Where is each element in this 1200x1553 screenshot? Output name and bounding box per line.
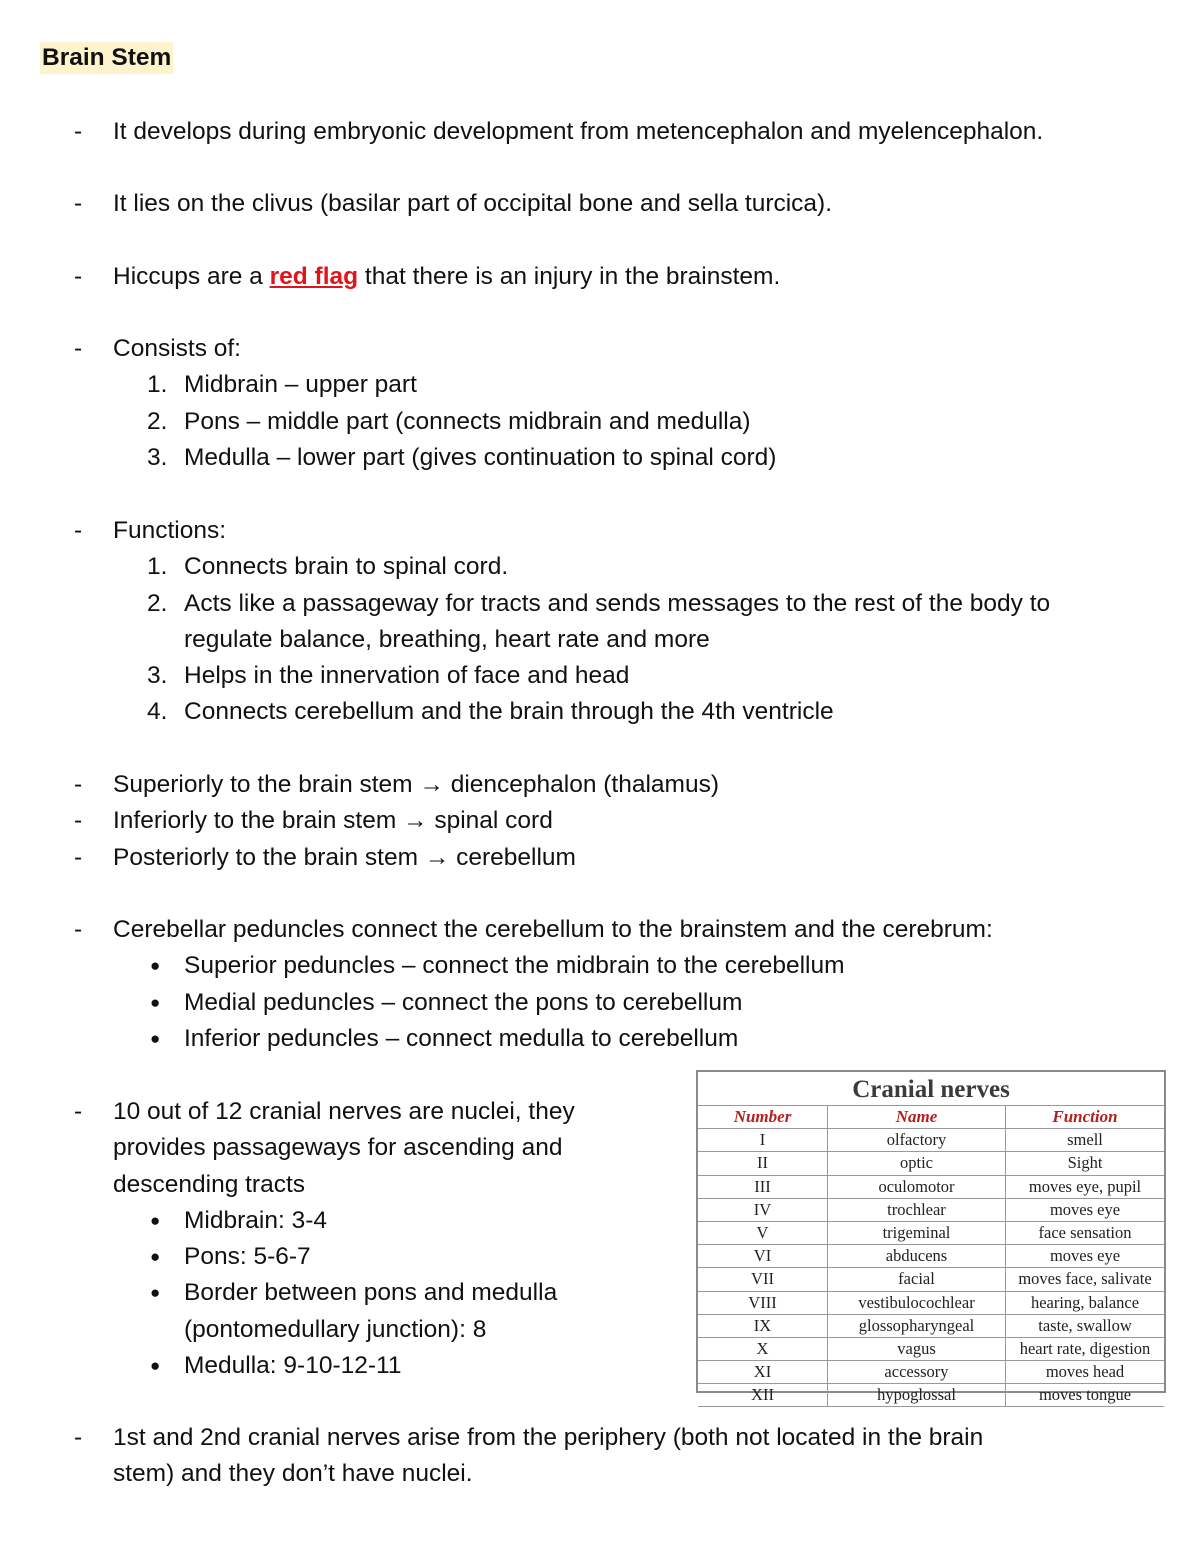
dash-marker: - (74, 807, 83, 835)
table-cell-name: glossopharyngeal (828, 1315, 1006, 1338)
list-text: Helps in the innervation of face and head (184, 662, 630, 690)
bullet-icon: ● (150, 992, 161, 1012)
table-cell-number: VIII (698, 1292, 828, 1315)
dash-marker: - (74, 335, 83, 362)
red-flag-highlight: red flag (269, 263, 359, 290)
table-cell-number: V (698, 1222, 828, 1245)
table-cell-number: XII (698, 1384, 828, 1407)
table-header-number: Number (698, 1106, 828, 1129)
dash-marker: - (74, 916, 83, 943)
table-cell-function: moves eye, pupil (1006, 1176, 1164, 1199)
list-number: 4. (147, 698, 168, 726)
relation-inferior: Inferiorly to the brain stem → spinal cord (113, 807, 553, 835)
table-cell-function: smell (1006, 1129, 1164, 1152)
nerves-text-line: 10 out of 12 cranial nerves are nuclei, they (113, 1098, 575, 1125)
table-cell-number: XI (698, 1361, 828, 1384)
list-text: Inferior peduncles – connect medulla to cerebellum (184, 1024, 739, 1052)
development-text: It develops during embryonic development from metencephalon and myelencephalon. (113, 118, 1044, 145)
list-number: 1. (147, 371, 168, 399)
table-cell-function: face sensation (1006, 1222, 1164, 1245)
table-cell-function: moves head (1006, 1361, 1164, 1384)
table-cell-number: X (698, 1338, 828, 1361)
periphery-text-line: 1st and 2nd cranial nerves arise from the periphery (both not located in the brain (113, 1424, 984, 1451)
dash-marker: - (74, 118, 83, 145)
table-cell-name: trochlear (828, 1199, 1006, 1222)
table-cell-name: abducens (828, 1245, 1006, 1268)
bullet-icon: ● (150, 1028, 161, 1048)
relation-superior: Superiorly to the brain stem → diencephalon (thalamus) (113, 771, 720, 798)
bullet-icon: ● (150, 1283, 161, 1303)
list-number: 3. (147, 662, 168, 690)
list-text: Pons – middle part (connects midbrain and medulla) (184, 407, 751, 435)
table-cell-function: hearing, balance (1006, 1292, 1164, 1315)
table-cell-name: vagus (828, 1338, 1006, 1361)
list-text: Pons: 5-6-7 (184, 1243, 311, 1271)
list-text: Superior peduncles – connect the midbrain to the cerebellum (184, 952, 845, 980)
clivus-text: It lies on the clivus (basilar part of occipital bone and sella turcica). (113, 190, 833, 217)
dash-marker: - (74, 1098, 83, 1125)
hiccups-text (113, 259, 780, 295)
dash-marker: - (74, 843, 83, 871)
table-grid (698, 1106, 1164, 1407)
list-text: Border between pons and medulla (184, 1279, 558, 1307)
dash-marker: - (74, 517, 83, 544)
table-cell-name: vestibulocochlear (828, 1292, 1006, 1315)
table-cell-name: optic (828, 1152, 1006, 1175)
list-number: 2. (147, 589, 168, 617)
table-cell-name: oculomotor (828, 1176, 1006, 1199)
table-header-name: Name (828, 1106, 1006, 1129)
list-text: Medulla – lower part (gives continuation to spinal cord) (184, 443, 777, 471)
bullet-icon: ● (150, 1247, 161, 1267)
table-header-function: Function (1006, 1106, 1164, 1129)
relation-posterior: Posteriorly to the brain stem → cerebellum (113, 843, 576, 871)
table-cell-number: I (698, 1129, 828, 1152)
list-text: Medulla: 9-10-12-11 (184, 1352, 402, 1380)
table-cell-function: heart rate, digestion (1006, 1338, 1164, 1361)
bullet-icon: ● (150, 956, 161, 976)
periphery-text-line: stem) and they don’t have nuclei. (113, 1460, 473, 1488)
consists-heading: Consists of: (113, 335, 241, 362)
list-number: 3. (147, 443, 168, 471)
table-cell-number: VII (698, 1268, 828, 1291)
list-text: Connects brain to spinal cord. (184, 553, 509, 581)
table-cell-function: moves face, salivate (1006, 1268, 1164, 1291)
table-cell-number: II (698, 1152, 828, 1175)
table-title: Cranial nerves (698, 1072, 1164, 1106)
table-cell-number: III (698, 1176, 828, 1199)
list-text: Midbrain – upper part (184, 371, 417, 399)
list-text: Medial peduncles – connect the pons to cerebellum (184, 988, 743, 1016)
table-cell-name: accessory (828, 1361, 1006, 1384)
table-cell-name: trigeminal (828, 1222, 1006, 1245)
cranial-nerves-table (696, 1070, 1166, 1405)
table-cell-function: moves eye (1006, 1245, 1164, 1268)
table-cell-name: hypoglossal (828, 1384, 1006, 1407)
table-cell-number: VI (698, 1245, 828, 1268)
dash-marker: - (74, 190, 83, 217)
table-cell-name: olfactory (828, 1129, 1006, 1152)
peduncles-heading: Cerebellar peduncles connect the cerebellum to the brainstem and the cerebrum: (113, 916, 993, 943)
table-cell-function: Sight (1006, 1152, 1164, 1175)
list-text: Connects cerebellum and the brain through the 4th ventricle (184, 698, 834, 726)
dash-marker: - (74, 263, 83, 290)
page-title: Brain Stem (40, 42, 173, 74)
nerves-text-line: descending tracts (113, 1170, 306, 1198)
table-cell-function: moves tongue (1006, 1384, 1164, 1407)
nerves-text-line: provides passageways for ascending and (113, 1134, 563, 1162)
table-cell-number: IV (698, 1199, 828, 1222)
hiccups-after: that there is an injury in the brainstem. (358, 263, 781, 290)
table-cell-function: taste, swallow (1006, 1315, 1164, 1338)
table-cell-name: facial (828, 1268, 1006, 1291)
list-text: Acts like a passageway for tracts and sends messages to the rest of the body to (184, 589, 1051, 617)
list-text: regulate balance, breathing, heart rate and more (184, 625, 710, 653)
functions-heading: Functions: (113, 517, 227, 544)
hiccups-before: Hiccups are a (113, 263, 270, 290)
dash-marker: - (74, 771, 83, 798)
table-cell-function: moves eye (1006, 1199, 1164, 1222)
bullet-icon: ● (150, 1356, 161, 1376)
list-number: 1. (147, 553, 168, 581)
list-number: 2. (147, 407, 168, 435)
list-text: Midbrain: 3-4 (184, 1206, 327, 1234)
table-cell-number: IX (698, 1315, 828, 1338)
list-text: (pontomedullary junction): 8 (184, 1315, 487, 1343)
bullet-icon: ● (150, 1210, 161, 1230)
dash-marker: - (74, 1424, 83, 1451)
